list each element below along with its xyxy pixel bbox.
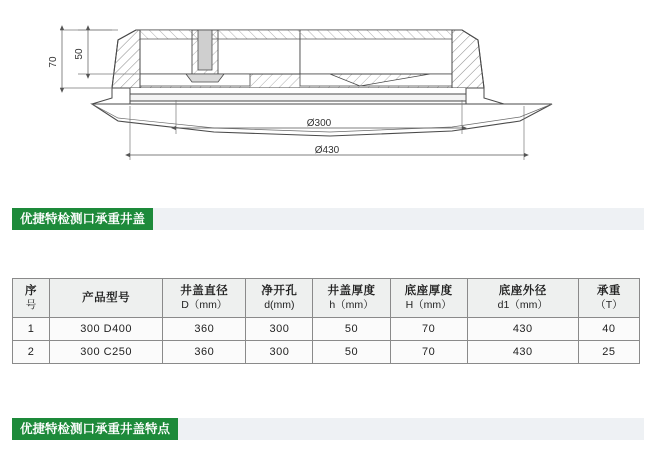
table-row [13, 341, 640, 364]
cell-load-rating: 25 [578, 341, 639, 364]
cell-load-rating: 40 [578, 318, 639, 341]
header-sub: H（mm） [405, 298, 452, 311]
header-main: 承重 [596, 285, 621, 298]
table-header-row [13, 279, 640, 318]
cell-base-thickness: 70 [390, 341, 467, 364]
spec-table-container [12, 278, 640, 364]
dim-outer-diameter: Ø430 [314, 145, 340, 156]
section-heading-features-label: 优捷特检测口承重井盖特点 [12, 418, 178, 440]
table-header-cell [13, 279, 50, 318]
section-heading-product-label: 优捷特检测口承重井盖 [12, 208, 153, 230]
table-header-cell [163, 279, 246, 318]
technical-drawing [0, 0, 654, 190]
header-main: 井盖厚度 [327, 285, 376, 298]
cell-cover-thickness: 50 [313, 341, 390, 364]
cell-model: 300 C250 [50, 341, 163, 364]
table-header-cell [50, 279, 163, 318]
cell-cover-diameter: 360 [163, 318, 246, 341]
spec-table [12, 278, 640, 364]
section-heading-features [12, 418, 644, 440]
cell-model: 300 D400 [50, 318, 163, 341]
table-header-cell [467, 279, 578, 318]
cell-cover-thickness: 50 [313, 318, 390, 341]
cell-clear-opening: 300 [246, 318, 313, 341]
header-sub: d1（mm） [497, 298, 548, 311]
header-main: 底座厚度 [404, 285, 453, 298]
dim-vertical-outer: 70 [48, 56, 59, 68]
header-main: 井盖直径 [180, 285, 229, 298]
cell-base-outer-diameter: 430 [467, 318, 578, 341]
cover-body [112, 30, 484, 88]
table-header-cell [578, 279, 639, 318]
table-header-cell [313, 279, 390, 318]
cell-seq: 2 [13, 341, 50, 364]
header-sub: （T） [595, 298, 623, 311]
header-main: 净开孔 [261, 285, 298, 298]
header-sub: h（mm） [329, 298, 374, 311]
cell-seq: 1 [13, 318, 50, 341]
cell-clear-opening: 300 [246, 341, 313, 364]
table-header-cell [246, 279, 313, 318]
dim-vertical-inner: 50 [74, 48, 85, 60]
cell-cover-diameter: 360 [163, 341, 246, 364]
header-sub: 号 [25, 298, 37, 311]
table-header-cell [390, 279, 467, 318]
cell-base-thickness: 70 [390, 318, 467, 341]
cell-base-outer-diameter: 430 [467, 341, 578, 364]
header-main: 序 [25, 285, 38, 298]
section-heading-product [12, 208, 644, 230]
header-sub: d(mm) [264, 298, 295, 311]
dim-inner-diameter: Ø300 [306, 118, 332, 129]
table-row [13, 318, 640, 341]
header-sub: D（mm） [181, 298, 228, 311]
header-main: 底座外径 [498, 285, 547, 298]
header-main: 产品型号 [82, 291, 131, 304]
